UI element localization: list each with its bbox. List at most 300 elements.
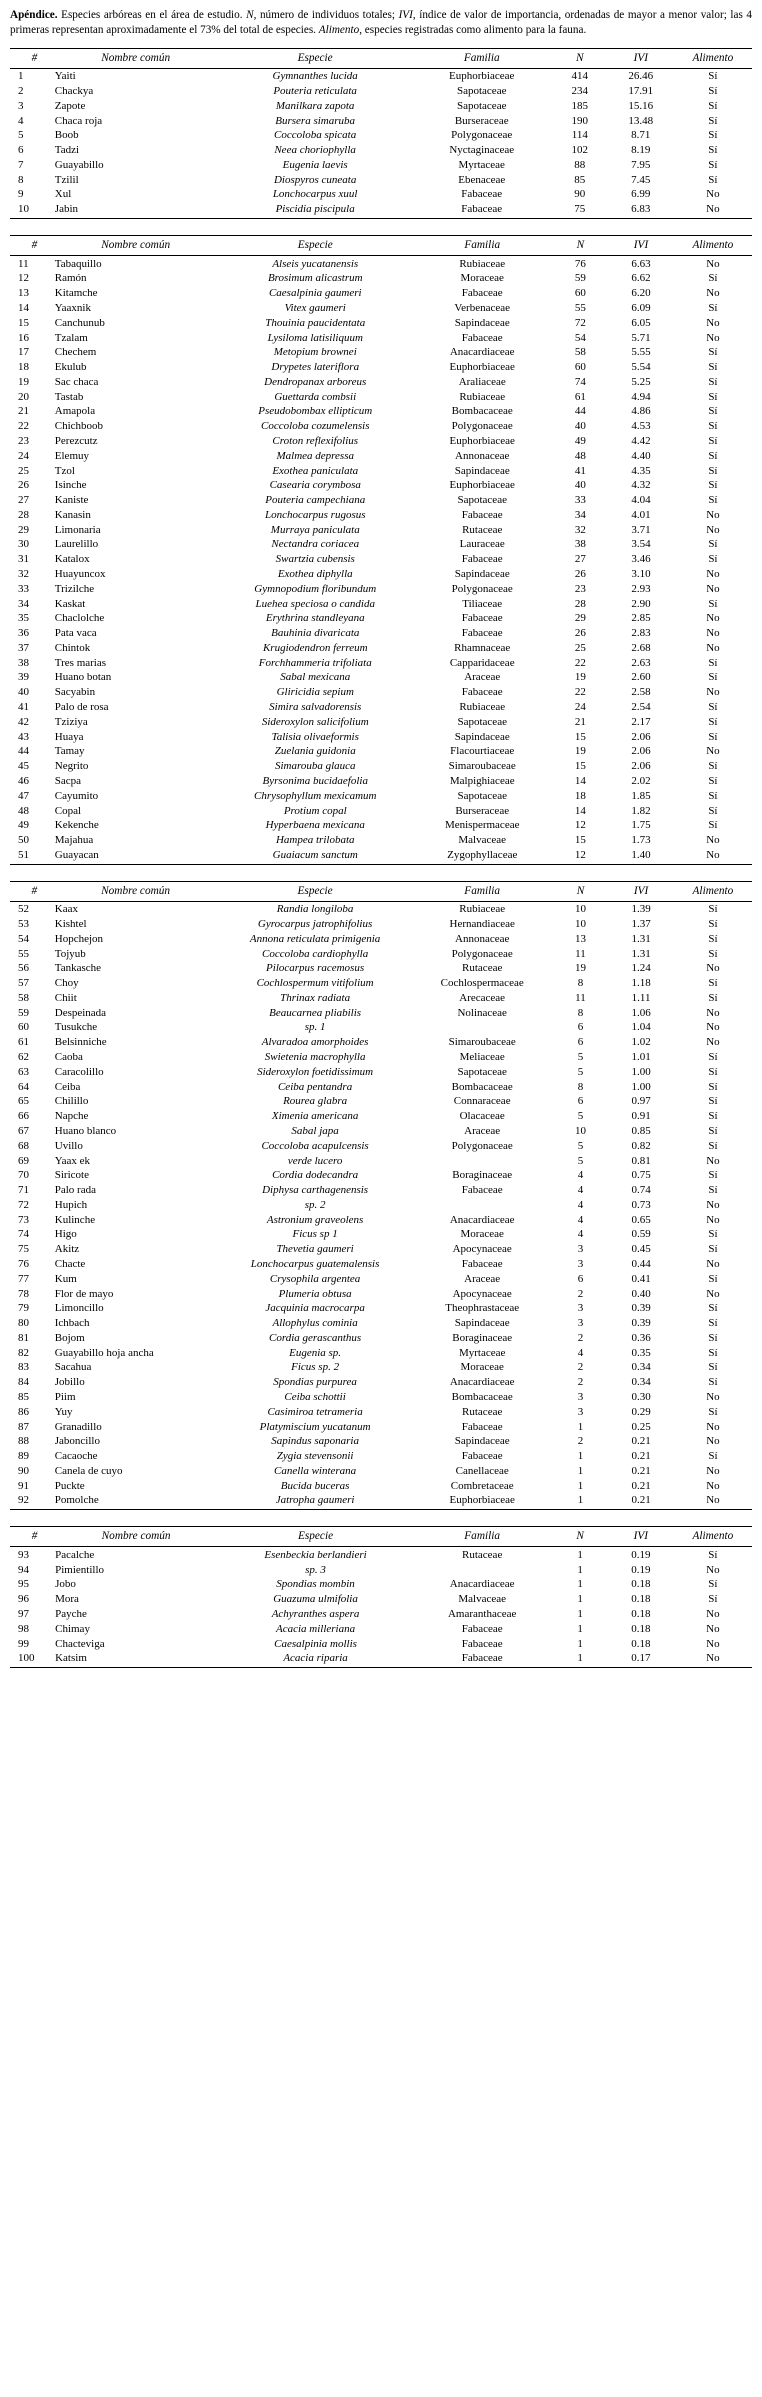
cell-common: Sac chaca: [54, 375, 99, 388]
table-row: [10, 1212, 752, 1227]
cell-food: No: [706, 316, 720, 329]
cell-food: No: [706, 1435, 720, 1448]
table-row: [10, 611, 752, 626]
cell-num: 69: [18, 1154, 29, 1167]
cell-family: Fabaceae: [461, 1257, 503, 1270]
cell-ivi: 0.73: [631, 1198, 651, 1211]
cell-food: Sí: [708, 774, 718, 787]
cell-food: Sí: [708, 918, 718, 931]
cell-food: No: [706, 508, 720, 521]
cell-num: 13: [18, 287, 29, 300]
cell-family: Sapotaceae: [457, 715, 507, 728]
cell-ivi: 0.25: [631, 1420, 651, 1433]
cell-n: 4: [577, 1346, 584, 1359]
table-row: [10, 1316, 752, 1331]
cell-species: Manilkara zapota: [275, 99, 355, 112]
cell-family: Boraginaceae: [452, 1169, 513, 1182]
cell-species: Murraya paniculata: [270, 523, 360, 536]
cell-family: Anacardiaceae: [449, 346, 515, 359]
cell-common: Boob: [54, 129, 79, 142]
cell-species: Sabal mexicana: [280, 671, 351, 684]
table-row: [10, 1197, 752, 1212]
caption-text-1: Especies arbóreas en el área de estudio.: [57, 9, 247, 21]
cell-food: Sí: [708, 158, 718, 171]
cell-species: Dendropanax arboreus: [264, 375, 367, 388]
table-row: [10, 1153, 752, 1168]
cell-n: 114: [571, 129, 588, 142]
cell-food: Sí: [708, 84, 718, 97]
cell-food: Sí: [708, 449, 718, 462]
cell-n: 414: [571, 70, 589, 83]
cell-food: No: [706, 1036, 720, 1049]
table-row: [10, 345, 752, 360]
cell-common: Ichbach: [54, 1317, 90, 1330]
cell-ivi: 0.30: [631, 1391, 651, 1404]
cell-n: 10: [574, 903, 586, 916]
cell-num: 84: [18, 1376, 29, 1389]
cell-species: Thrinax radiata: [280, 991, 351, 1004]
cell-ivi: 0.21: [608, 1493, 674, 1510]
cell-n: 11: [575, 947, 586, 960]
cell-common: Huayuncox: [54, 568, 106, 580]
cell-species: Casimiroa tetrameria: [267, 1405, 363, 1418]
cell-species: Bursera simaruba: [275, 114, 356, 127]
cell-food: Sí: [708, 804, 718, 817]
cell-common: Hopchejon: [54, 932, 104, 945]
cell-n: 6: [577, 1036, 584, 1049]
cell-species: Cordia gerascanthus: [269, 1331, 362, 1344]
cell-n: 15: [574, 834, 586, 847]
table-row: [10, 478, 752, 493]
table-row: [10, 1434, 752, 1449]
cell-species: Neea choriophylla: [274, 144, 356, 157]
cell-species: Spondias mombin: [276, 1578, 355, 1591]
cell-species: Forchhammeria trifoliata: [258, 656, 372, 669]
cell-food: Sí: [708, 730, 718, 743]
cell-common: Amapola: [54, 405, 96, 418]
cell-n: 59: [574, 272, 586, 285]
cell-common: Guayabillo: [54, 158, 104, 171]
cell-common: Hupich: [54, 1198, 88, 1211]
species-table-1: [10, 48, 752, 219]
cell-n: 15: [574, 730, 586, 743]
cell-family: Fabaceae: [461, 1184, 503, 1197]
cell-n: 3: [577, 1302, 584, 1315]
cell-food: Sí: [708, 903, 718, 916]
cell-species: Pouteria campechiana: [265, 494, 366, 507]
cell-family: Fabaceae: [461, 1622, 503, 1635]
cell-n: 10: [574, 918, 586, 931]
cell-common: Yuy: [54, 1405, 73, 1418]
cell-ivi: 4.53: [631, 420, 651, 433]
cell-n: 24: [574, 701, 586, 714]
column-header-species: Especie: [219, 1527, 412, 1547]
cell-n: 19: [574, 671, 586, 684]
cell-family: Malvaceae: [458, 834, 507, 847]
cell-n: 29: [574, 612, 586, 625]
cell-species: Bauhinia divaricata: [271, 627, 360, 640]
cell-family: Simaroubaceae: [448, 760, 516, 773]
cell-food: Sí: [708, 1110, 718, 1123]
table-row: [10, 1242, 752, 1257]
cell-ivi: 1.39: [631, 903, 651, 916]
cell-family: Anacardiaceae: [449, 1376, 515, 1389]
table-row: [10, 315, 752, 330]
column-header-ivi: IVI: [608, 881, 674, 901]
cell-ivi: 1.01: [631, 1051, 651, 1064]
cell-n: 4: [577, 1213, 584, 1226]
cell-common: Tamay: [54, 745, 85, 758]
cell-species: Canella winterana: [273, 1464, 357, 1477]
cell-num: 63: [18, 1065, 29, 1078]
cell-common: Despeinada: [54, 1006, 107, 1019]
cell-ivi: 0.40: [631, 1287, 651, 1300]
cell-n: 4: [577, 1228, 584, 1241]
cell-food: Sí: [708, 144, 718, 157]
cell-ivi: 0.17: [608, 1651, 674, 1668]
cell-num: 50: [18, 834, 29, 847]
cell-common: Payche: [55, 1608, 87, 1620]
cell-common: Kaax: [54, 903, 78, 916]
cell-family: Lauraceae: [459, 538, 505, 551]
cell-num: 42: [18, 715, 29, 728]
table-row: [10, 847, 752, 864]
table-row: [10, 1419, 752, 1434]
table-row: [10, 271, 752, 286]
cell-n: 5: [577, 1139, 584, 1152]
cell-food: No: [674, 1651, 752, 1668]
cell-ivi: 0.18: [631, 1608, 651, 1620]
column-header-ivi: IVI: [608, 1527, 674, 1547]
cell-family: Nyctaginaceae: [449, 144, 515, 157]
cell-n: 5: [577, 1051, 584, 1064]
cell-family: Polygonaceae: [451, 582, 513, 595]
cell-family: Sapindaceae: [454, 1317, 510, 1330]
table-row: [10, 1079, 752, 1094]
cell-family: Euphorbiaceae: [449, 361, 515, 374]
cell-common: Pata vaca: [54, 627, 97, 640]
cell-food: No: [706, 257, 720, 270]
appendix-caption: [10, 8, 752, 38]
cell-n: 14: [574, 774, 586, 787]
cell-n: 44: [574, 405, 586, 418]
cell-common: Piim: [54, 1391, 76, 1404]
cell-species: Gymnanthes lucida: [272, 70, 358, 83]
cell-num: 24: [18, 449, 29, 462]
table-row: [10, 1621, 752, 1636]
cell-num: 76: [18, 1257, 29, 1270]
cell-family: Moraceae: [460, 272, 504, 285]
cell-ivi: 2.02: [631, 774, 651, 787]
cell-food: Sí: [708, 1272, 718, 1285]
cell-common: Chintok: [54, 641, 91, 654]
cell-food: No: [706, 1154, 720, 1167]
table-row: [10, 463, 752, 478]
cell-family: Rutaceae: [462, 1548, 503, 1561]
cell-num: 21: [18, 405, 29, 418]
cell-n: 4: [577, 1184, 584, 1197]
cell-ivi: 2.90: [631, 597, 651, 610]
cell-ivi: 5.54: [631, 361, 651, 374]
table-row: [10, 448, 752, 463]
cell-common: Tziziya: [54, 715, 88, 728]
cell-num: 57: [18, 977, 29, 990]
cell-n: 75: [552, 202, 608, 219]
cell-family: Fabaceae: [461, 508, 503, 521]
cell-n: 38: [574, 538, 586, 551]
cell-common: Katsim: [53, 1651, 219, 1668]
cell-family: Fabaceae: [461, 331, 503, 344]
table-header-row: [10, 236, 752, 256]
cell-species: Eugenia laevis: [282, 158, 348, 171]
cell-food: Sí: [708, 375, 718, 388]
table-header-row: [10, 1527, 752, 1547]
cell-common: Mora: [55, 1593, 79, 1606]
cell-species: Gliricidia sepium: [276, 686, 354, 699]
cell-num: 44: [18, 745, 29, 758]
cell-ivi: 2.06: [631, 760, 651, 773]
cell-n: 1: [577, 1563, 583, 1576]
cell-food: Sí: [708, 1593, 718, 1606]
cell-common: Tzilil: [54, 173, 79, 186]
cell-species: Chrysophyllum mexicamum: [254, 789, 377, 802]
cell-num: 53: [18, 918, 29, 931]
cell-common: Tres marias: [54, 656, 107, 669]
cell-num: 71: [18, 1184, 29, 1197]
cell-num: 38: [18, 656, 29, 669]
column-header-food: Alimento: [674, 1527, 752, 1547]
cell-ivi: 1.31: [631, 932, 651, 945]
cell-species: Cochlospermum vitifolium: [256, 977, 374, 990]
cell-food: Sí: [708, 1317, 718, 1330]
cell-family: Bombacaceae: [451, 405, 513, 418]
table-row: [10, 1651, 752, 1668]
cell-n: 12: [574, 819, 586, 832]
cell-ivi: 0.44: [631, 1257, 651, 1270]
cell-species: Allophylus cominia: [272, 1317, 358, 1330]
cell-food: Sí: [708, 1346, 718, 1359]
cell-food: Sí: [708, 947, 718, 960]
cell-food: Sí: [708, 361, 718, 374]
cell-family: Araceae: [464, 671, 501, 684]
cell-family: Moraceae: [460, 1228, 504, 1241]
cell-food: Sí: [708, 301, 718, 314]
column-header-ivi: IVI: [608, 48, 674, 68]
cell-species: Jacquinia macrocarpa: [265, 1302, 365, 1315]
cell-n: 1: [577, 1622, 583, 1635]
cell-family: Araliaceae: [458, 375, 506, 388]
cell-common: Jabin: [53, 202, 219, 219]
caption-text-3: , índice de valor de importancia, ordenadas de mayor a menor valor; las 4 primeras representan aproximadamente el 73% del total de especies.: [10, 9, 752, 36]
column-header-species: Especie: [218, 881, 411, 901]
cell-species: Ximenia americana: [271, 1110, 359, 1123]
table-row: [10, 1094, 752, 1109]
cell-ivi: 0.29: [631, 1405, 651, 1418]
cell-num: 43: [18, 730, 29, 743]
cell-species: sp. 2: [304, 1198, 326, 1211]
cell-family: Sapotaceae: [457, 494, 507, 507]
cell-common: Sacyabin: [54, 686, 96, 699]
table-row: [10, 128, 752, 143]
cell-num: 37: [18, 641, 29, 654]
cell-ivi: 1.85: [631, 789, 651, 802]
cell-num: 39: [18, 671, 29, 684]
cell-num: 35: [18, 612, 29, 625]
cell-common: Chacteviga: [55, 1637, 105, 1650]
table-row: [10, 187, 752, 202]
cell-num: 91: [18, 1479, 29, 1492]
table-row: [10, 389, 752, 404]
cell-n: 28: [574, 597, 586, 610]
cell-species: Thevetia gaumeri: [276, 1243, 354, 1256]
cell-family: Rubiaceae: [459, 701, 506, 714]
cell-ivi: 0.74: [631, 1184, 651, 1197]
cell-common: Jobillo: [54, 1376, 85, 1389]
cell-n: 54: [574, 331, 586, 344]
caption-em-alimento: Alimento: [318, 23, 360, 36]
cell-family: Bombacaceae: [451, 1391, 513, 1404]
cell-family: Arecaceae: [459, 991, 506, 1004]
table-row: [10, 1257, 752, 1272]
cell-family: [412, 1197, 553, 1212]
table-row: [10, 581, 752, 596]
cell-family: Ebenaceae: [458, 173, 506, 186]
cell-n: 72: [574, 316, 586, 329]
cell-family: [412, 1020, 553, 1035]
table-row: [10, 788, 752, 803]
cell-food: Sí: [708, 1243, 718, 1256]
cell-food: Sí: [708, 346, 718, 359]
cell-common: Huano blanco: [54, 1124, 117, 1137]
cell-ivi: 6.09: [631, 301, 651, 314]
cell-n: 1: [552, 1651, 608, 1668]
cell-family: Fabaceae: [461, 553, 503, 566]
cell-species: Zuelania guidonia: [274, 745, 356, 758]
cell-species: Pseudobombax ellipticum: [258, 405, 373, 418]
cell-food: No: [706, 962, 720, 975]
table-row: [10, 374, 752, 389]
cell-ivi: 1.82: [631, 804, 651, 817]
cell-family: Sapindaceae: [454, 730, 510, 743]
table-row: [10, 641, 752, 656]
species-table-2: [10, 235, 752, 865]
cell-species: Krugiodendron ferreum: [262, 641, 368, 654]
cell-food: Sí: [708, 789, 718, 802]
cell-food: No: [706, 523, 720, 536]
cell-common: Sacpa: [54, 774, 82, 787]
cell-food: No: [706, 582, 720, 595]
table-row: [10, 507, 752, 522]
cell-common: Kaskat: [54, 597, 86, 610]
cell-food: No: [706, 1464, 720, 1477]
cell-n: 76: [574, 257, 586, 270]
table-row: [10, 256, 752, 271]
cell-ivi: 13.48: [628, 114, 654, 127]
cell-ivi: 7.95: [631, 158, 651, 171]
cell-ivi: 4.04: [631, 494, 651, 507]
column-header-n: N: [552, 236, 608, 256]
cell-n: 41: [574, 464, 586, 477]
table-row: [10, 1562, 752, 1577]
cell-species: Crysophila argentea: [269, 1272, 361, 1285]
cell-common: Tojyub: [54, 947, 86, 960]
column-header-food: Alimento: [674, 881, 752, 901]
cell-n: 5: [577, 1065, 584, 1078]
cell-n: 185: [571, 99, 589, 112]
cell-num: 52: [18, 903, 29, 916]
column-header-num: #: [10, 881, 53, 901]
cell-family: Sapindaceae: [454, 568, 510, 580]
cell-common: Limonaria: [54, 523, 101, 536]
cell-common: Yaax ek: [54, 1154, 90, 1167]
table-row: [10, 1183, 752, 1198]
cell-food: Sí: [708, 1139, 718, 1152]
cell-ivi: 1.00: [631, 1065, 651, 1078]
cell-common: Perezcutz: [54, 434, 98, 447]
cell-num: 1: [18, 70, 24, 83]
cell-food: No: [674, 847, 752, 864]
cell-common: Jobo: [55, 1578, 76, 1591]
cell-num: 70: [18, 1169, 29, 1182]
cell-num: 20: [18, 390, 29, 403]
cell-food: Sí: [708, 1228, 718, 1241]
cell-family: Rutaceae: [462, 523, 503, 536]
cell-num: 80: [18, 1317, 29, 1330]
cell-num: 61: [18, 1036, 29, 1049]
cell-common: Guayacan: [53, 847, 219, 864]
cell-n: 190: [571, 114, 589, 127]
cell-food: Sí: [708, 1169, 718, 1182]
cell-food: Sí: [708, 1080, 718, 1093]
table-row: [10, 655, 752, 670]
cell-food: Sí: [708, 1548, 718, 1561]
cell-num: 74: [18, 1228, 29, 1241]
cell-food: Sí: [708, 1450, 718, 1463]
cell-n: 1: [577, 1479, 584, 1492]
cell-ivi: 0.75: [631, 1169, 651, 1182]
table-row: [10, 1404, 752, 1419]
cell-num: 10: [10, 202, 53, 219]
cell-species: Alseis yucatanensis: [272, 257, 359, 270]
cell-species: Coccoloba cardiophylla: [261, 947, 369, 960]
cell-n: 1: [577, 1420, 584, 1433]
cell-n: 61: [574, 390, 586, 403]
cell-common: Isinche: [54, 479, 87, 492]
cell-food: Sí: [708, 99, 718, 112]
cell-ivi: 4.40: [631, 449, 651, 462]
cell-num: 73: [18, 1213, 29, 1226]
cell-species: Simarouba glauca: [274, 760, 356, 773]
table-row: [10, 1227, 752, 1242]
cell-common: Tankasche: [54, 962, 102, 975]
cell-ivi: 4.86: [631, 405, 651, 418]
cell-family: Fabaceae: [461, 686, 503, 699]
cell-num: 56: [18, 962, 29, 975]
cell-n: 1: [553, 1493, 609, 1510]
table-row: [10, 493, 752, 508]
cell-n: 21: [574, 715, 586, 728]
table-row: [10, 729, 752, 744]
cell-n: 40: [574, 420, 586, 433]
cell-num: 9: [18, 188, 24, 201]
cell-num: 40: [18, 686, 29, 699]
cell-food: Sí: [708, 671, 718, 684]
cell-n: 60: [574, 361, 586, 374]
column-header-common: Nombre común: [53, 881, 219, 901]
cell-num: 16: [18, 331, 29, 344]
cell-food: No: [706, 1391, 720, 1404]
cell-ivi: 4.32: [631, 479, 651, 492]
